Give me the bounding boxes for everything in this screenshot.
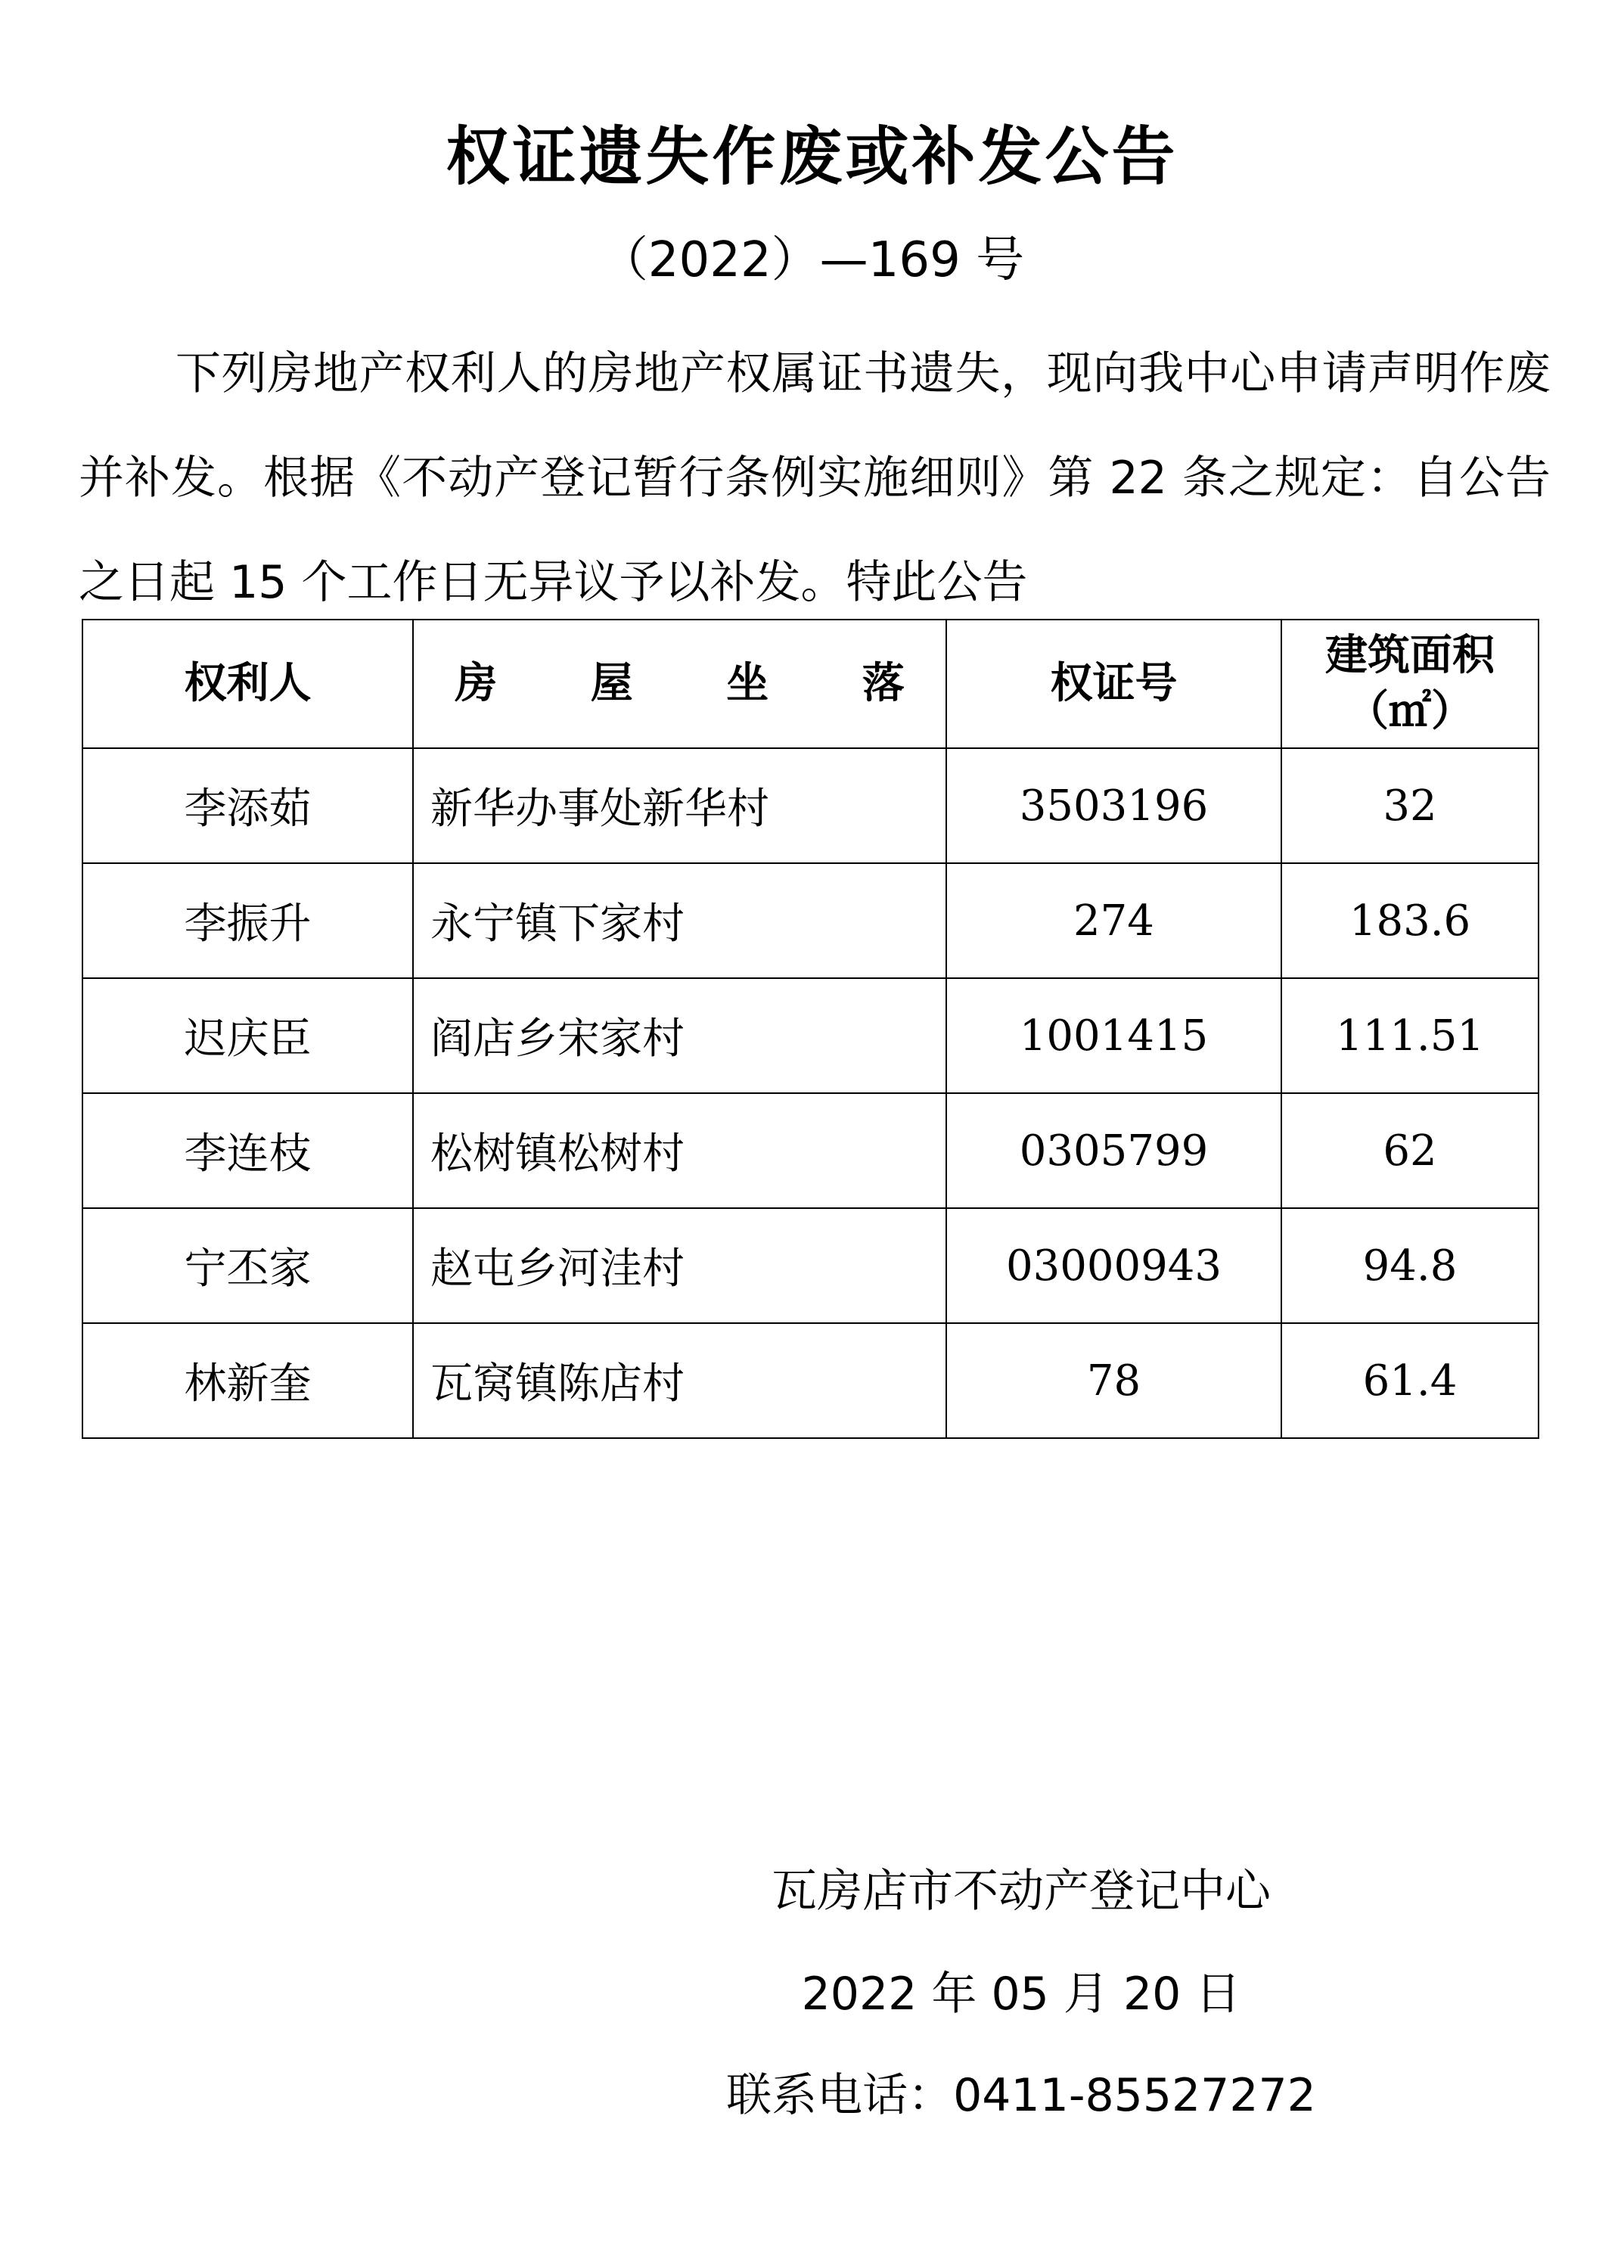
- header-location: [413, 620, 946, 748]
- table-row: [82, 1093, 1539, 1208]
- cell-holder: 李连枝: [82, 1093, 413, 1208]
- cell-area: 111.51: [1281, 978, 1539, 1093]
- table-row: [82, 1323, 1539, 1438]
- cell-holder: 李添茹: [82, 748, 413, 863]
- announcement-body: 下列房地产权利人的房地产权属证书遗失，现向我中心申请声明作废并补发。根据《不动产登记暂行条例实施细则》第 22 条之规定：自公告之日起 15 个工作日无异议予以补发。特此公告: [79, 347, 1551, 609]
- cell-holder: 林新奎: [82, 1323, 413, 1438]
- cell-cert-no: 03000943: [946, 1208, 1281, 1323]
- cell-cert-no: 274: [946, 863, 1281, 978]
- page-title: 权证遗失作废或补发公告: [446, 120, 1178, 194]
- cell-cert-no: 0305799: [946, 1093, 1281, 1208]
- cell-location: 新华办事处新华村: [413, 748, 946, 863]
- cell-area: 32: [1281, 748, 1539, 863]
- cell-cert-no: 78: [946, 1323, 1281, 1438]
- header-holder: 权利人: [82, 620, 413, 748]
- issue-date: 2022 年 05 月 20 日: [801, 1968, 1241, 2021]
- cell-holder: 迟庆臣: [82, 978, 413, 1093]
- cell-holder: 李振升: [82, 863, 413, 978]
- table-row: [82, 863, 1539, 978]
- contact-phone: 联系电话：0411-85527272: [726, 2069, 1316, 2122]
- header-location-label: 房 屋 坐 落: [455, 659, 944, 708]
- cell-location: 永宁镇下家村: [413, 863, 946, 978]
- table-row: [82, 978, 1539, 1093]
- cell-location: 松树镇松树村: [413, 1093, 946, 1208]
- cell-area: 62: [1281, 1093, 1539, 1208]
- cell-area: 183.6: [1281, 863, 1539, 978]
- cell-area: 61.4: [1281, 1323, 1539, 1438]
- cell-cert-no: 1001415: [946, 978, 1281, 1093]
- cell-location: 阎店乡宋家村: [413, 978, 946, 1093]
- cell-holder: 宁丕家: [82, 1208, 413, 1323]
- header-cert-no: 权证号: [946, 620, 1281, 748]
- table-header-row: [82, 620, 1539, 748]
- table-row: [82, 748, 1539, 863]
- header-area-line1: 建筑面积: [1325, 631, 1495, 680]
- records-table: [82, 619, 1539, 1439]
- document-number: （2022）—169 号: [599, 232, 1025, 288]
- cell-location: 赵屯乡河洼村: [413, 1208, 946, 1323]
- issuer-name: 瓦房店市不动产登记中心: [772, 1865, 1271, 1918]
- header-area: [1281, 620, 1539, 748]
- table-row: [82, 1208, 1539, 1323]
- cell-cert-no: 3503196: [946, 748, 1281, 863]
- cell-area: 94.8: [1281, 1208, 1539, 1323]
- cell-location: 瓦窝镇陈店村: [413, 1323, 946, 1438]
- header-area-line2: （㎡）: [1346, 687, 1473, 736]
